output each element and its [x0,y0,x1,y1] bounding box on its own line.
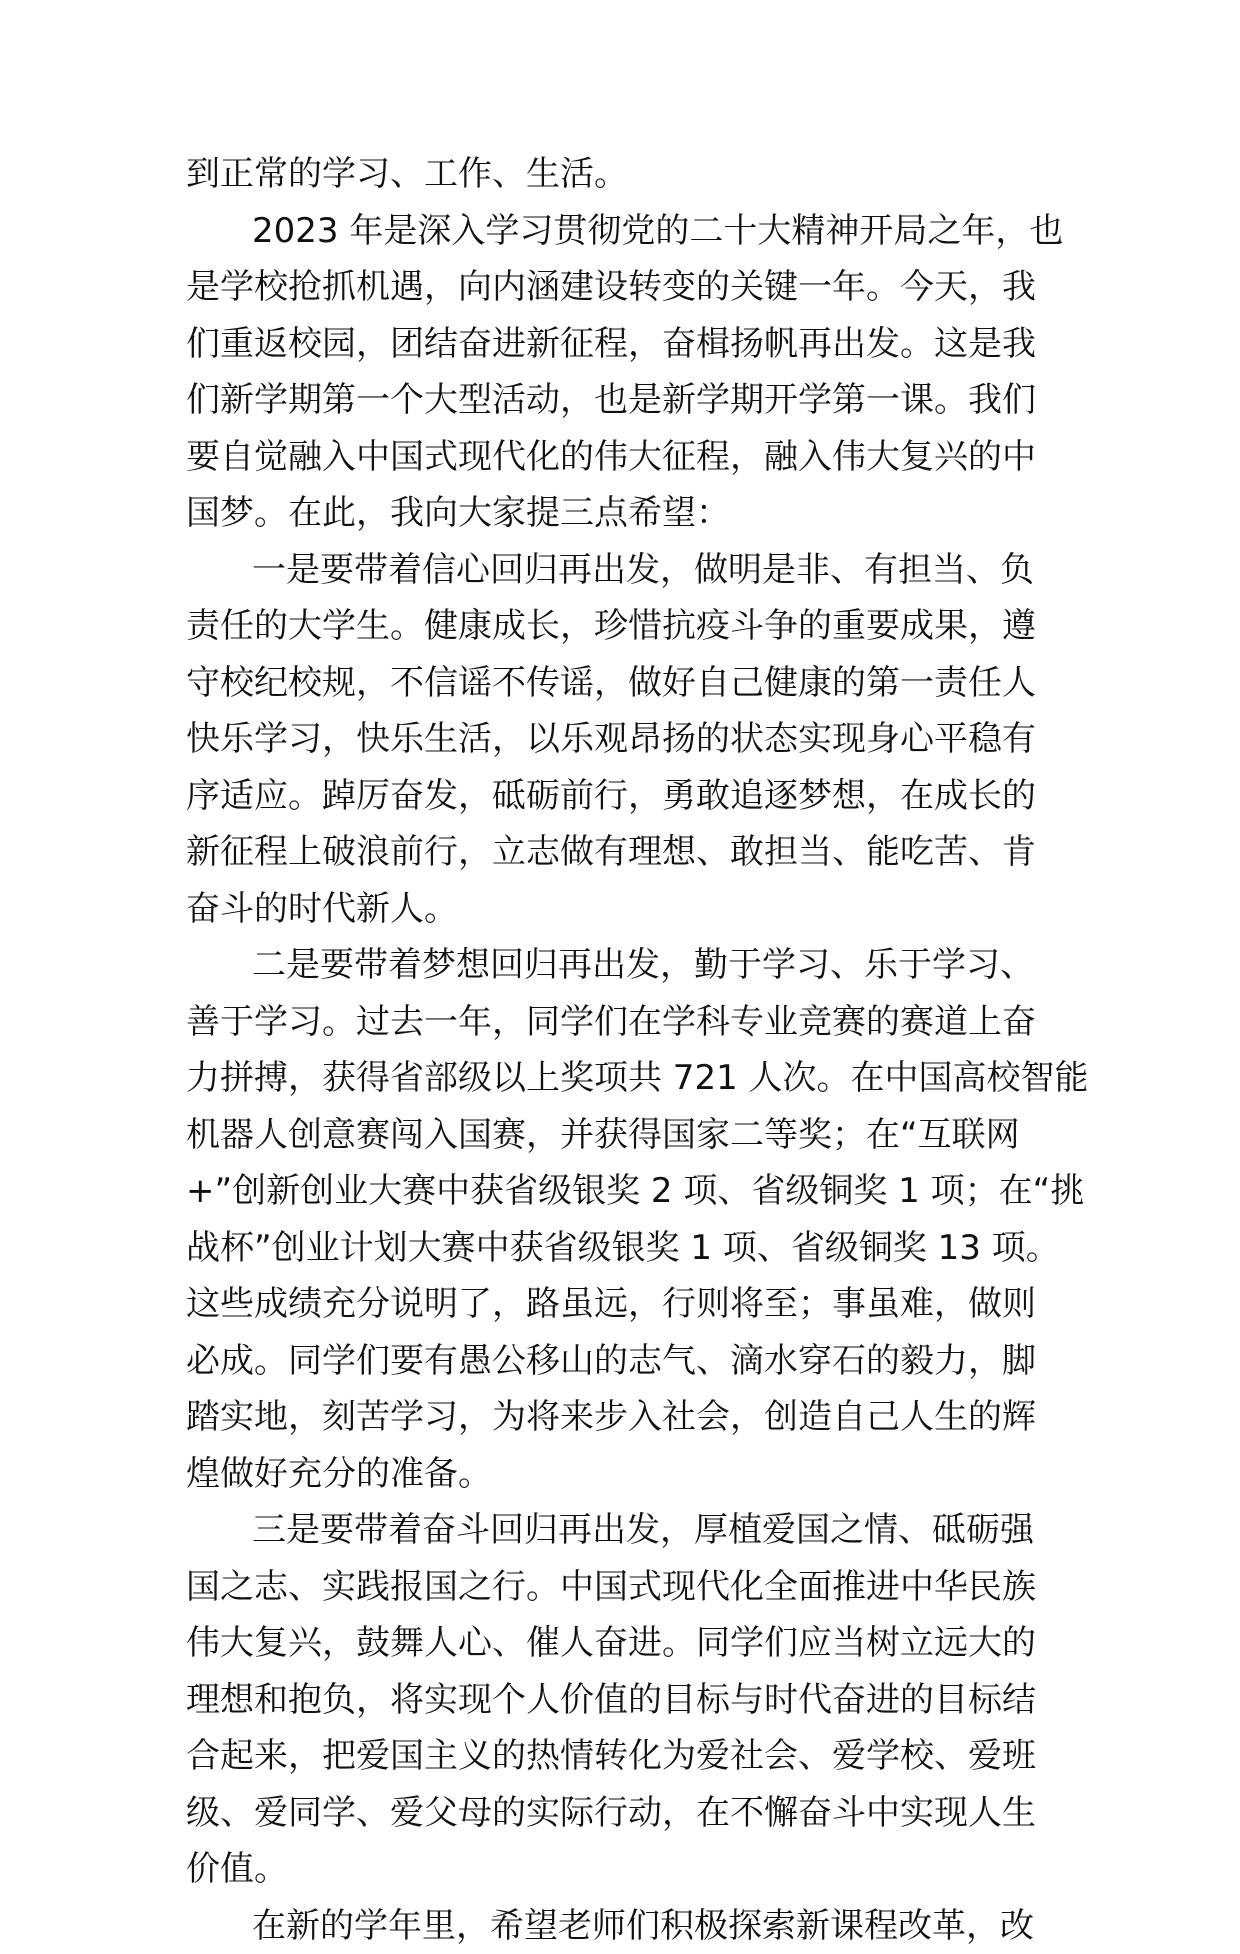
text-line: 合起来，把爱国主义的热情转化为爱社会、爱学校、爱班 [186,1728,1056,1785]
text-line: 新征程上破浪前行，立志做有理想、敢担当、能吃苦、肯 [186,824,1056,881]
text-line: 价值。 [186,1841,1056,1898]
text-line: 级、爱同学、爱父母的实际行动，在不懈奋斗中实现人生 [186,1785,1056,1842]
paragraph-first-line: 三是要带着奋斗回归再出发，厚植爱国之情、砥砺强 [186,1502,1056,1559]
text-line: 责任的大学生。健康成长，珍惜抗疫斗争的重要成果，遵 [186,598,1056,655]
text-line: 国梦。在此，我向大家提三点希望： [186,485,1056,542]
paragraph-first-line: 一是要带着信心回归再出发，做明是非、有担当、负 [186,542,1056,599]
text-line: 快乐学习，快乐生活，以乐观昂扬的状态实现身心平稳有 [186,711,1056,768]
text-line: 伟大复兴，鼓舞人心、催人奋进。同学们应当树立远大的 [186,1615,1056,1672]
text-line: 要自觉融入中国式现代化的伟大征程，融入伟大复兴的中 [186,429,1056,486]
text-line: 这些成绩充分说明了，路虽远，行则将至；事虽难，做则 [186,1276,1056,1333]
text-line: 奋斗的时代新人。 [186,881,1056,938]
paragraph-first-line: 二是要带着梦想回归再出发，勤于学习、乐于学习、 [186,937,1056,994]
text-line: 机器人创意赛闯入国赛，并获得国家二等奖；在“互联网 [186,1107,1056,1164]
text-line: 理想和抱负，将实现个人价值的目标与时代奋进的目标结 [186,1672,1056,1729]
paragraph-first-line: 在新的学年里，希望老师们积极探索新课程改革，改 [186,1898,1056,1954]
text-line: 是学校抢抓机遇，向内涵建设转变的关键一年。今天，我 [186,259,1056,316]
body-text [186,146,1056,1954]
text-line: +”创新创业大赛中获省级银奖 2 项、省级铜奖 1 项；在“挑 [186,1163,1056,1220]
text-line: 力拼搏，获得省部级以上奖项共 721 人次。在中国高校智能 [186,1050,1056,1107]
paragraph-first-line: 2023 年是深入学习贯彻党的二十大精神开局之年，也 [186,203,1056,260]
text-line: 煌做好充分的准备。 [186,1446,1056,1503]
text-line: 序适应。踔厉奋发，砥砺前行，勇敢追逐梦想，在成长的 [186,768,1056,825]
text-line: 踏实地，刻苦学习，为将来步入社会，创造自己人生的辉 [186,1389,1056,1446]
text-line: 必成。同学们要有愚公移山的志气、滴水穿石的毅力，脚 [186,1333,1056,1390]
text-line: 们重返校园，团结奋进新征程，奋楫扬帆再出发。这是我 [186,316,1056,373]
text-line: 到正常的学习、工作、生活。 [186,146,1056,203]
text-line: 战杯”创业计划大赛中获省级银奖 1 项、省级铜奖 13 项。 [186,1220,1056,1277]
text-line: 善于学习。过去一年，同学们在学科专业竞赛的赛道上奋 [186,994,1056,1051]
text-line: 们新学期第一个大型活动，也是新学期开学第一课。我们 [186,372,1056,429]
text-line: 国之志、实践报国之行。中国式现代化全面推进中华民族 [186,1559,1056,1616]
text-line: 守校纪校规，不信谣不传谣，做好自己健康的第一责任人 [186,655,1056,712]
